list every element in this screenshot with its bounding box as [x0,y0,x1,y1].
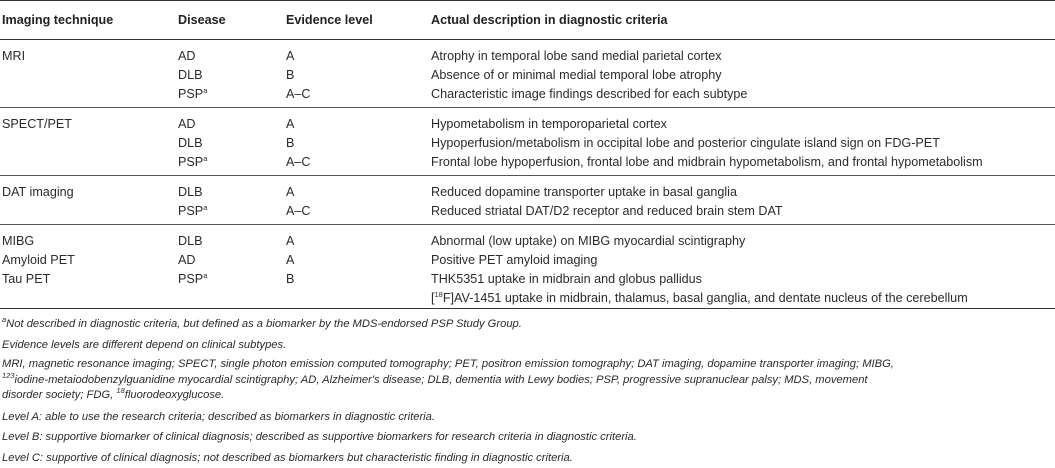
cell-disease: AD [178,40,286,67]
table-row [0,202,1055,225]
footnote-level-b: Level B: supportive biomarker of clinical diagnosis; described as supportive biomarkers for research criteria in diagnostic criteria. [2,427,1052,448]
cell-description: Hypoperfusion/metabolism in occipital lobe and posterior cingulate island sign on FDG-PET [431,134,1055,153]
footnote-level-c: Level C: supportive of clinical diagnosis; not described as biomarkers but characteristic finding in diagnostic criteria. [2,448,1052,468]
table-row [0,225,1055,252]
header-disease: Disease [178,1,286,40]
cell-level: B [286,66,431,85]
table-row [0,134,1055,153]
cell-level: A [286,40,431,67]
cell-disease: AD [178,251,286,270]
cell-description: Abnormal (low uptake) on MIBG myocardial scintigraphy [431,225,1055,252]
cell-level [286,289,431,309]
cell-level: A [286,251,431,270]
cell-technique: Tau PET [0,270,178,289]
cell-level: B [286,270,431,289]
table-row [0,153,1055,176]
cell-disease: PSP$^a$ [178,153,286,176]
footnote-level-a: Level A: able to use the research criteria; described as biomarkers in diagnostic criteria. [2,407,1052,428]
header-description: Actual description in diagnostic criteria [431,1,1055,40]
table-footnotes [2,314,1052,468]
cell-description: Characteristic image findings described for each subtype [431,85,1055,108]
cell-description: Hypometabolism in temporoparietal cortex [431,108,1055,135]
cell-technique: Amyloid PET [0,251,178,270]
cell-disease: PSP$^a$ [178,202,286,225]
cell-description: Atrophy in temporal lobe sand medial parietal cortex [431,40,1055,67]
cell-technique: DAT imaging [0,176,178,203]
header-imaging-technique: Imaging technique [0,1,178,40]
cell-disease: AD [178,108,286,135]
cell-disease: DLB [178,66,286,85]
cell-level: A [286,176,431,203]
cell-disease: DLB [178,176,286,203]
cell-description: Frontal lobe hypoperfusion, frontal lobe and midbrain hypometabolism, and frontal hypometabolism [431,153,1055,176]
cell-disease: PSP$^a$ [178,85,286,108]
table-row [0,66,1055,85]
footnote-a: $^a$Not described in diagnostic criteria, but defined as a biomarker by the MDS-endorsed PSP Study Group. [2,314,1052,335]
cell-description: Reduced striatal DAT/D2 receptor and reduced brain stem DAT [431,202,1055,225]
table-row [0,251,1055,270]
cell-level: B [286,134,431,153]
cell-disease: DLB [178,225,286,252]
cell-description: Reduced dopamine transporter uptake in basal ganglia [431,176,1055,203]
table-row [0,108,1055,135]
cell-level: A [286,108,431,135]
cell-level: A–C [286,85,431,108]
cell-technique: MIBG [0,225,178,252]
cell-technique: MRI [0,40,178,67]
table-row [0,176,1055,203]
footnote-evidence: Evidence levels are different depend on clinical subtypes. [2,335,1052,356]
cell-description: [$^{18}$F]AV-1451 uptake in midbrain, thalamus, basal ganglia, and dentate nucleus of the cerebellum [431,289,1055,309]
table-row [0,40,1055,67]
cell-description: THK5351 uptake in midbrain and globus pallidus [431,270,1055,289]
cell-disease: PSP$^a$ [178,270,286,289]
table-row [0,85,1055,108]
cell-level: A–C [286,202,431,225]
table-header-row [0,1,1055,40]
cell-description: Absence of or minimal medial temporal lobe atrophy [431,66,1055,85]
cell-technique: SPECT/PET [0,108,178,135]
cell-level: A [286,225,431,252]
cell-disease: DLB [178,134,286,153]
table-row [0,289,1055,309]
cell-level: A–C [286,153,431,176]
footnote-abbreviations: MRI, magnetic resonance imaging; SPECT, single photon emission computed tomography; PET, positron emission tomography; DAT imaging, dopamine transporter imaging; MIBG, $^{123}$iodine-metaiodobenzylguanidine myocardial scintigraphy; AD, Alzheimer's disease; DLB, dementia with Lewy bodies; PSP, progressive supranuclear palsy; MDS, movement disorder society; FDG, $^{18}$fluorodeoxyglucose. [2,357,1052,404]
cell-description: Positive PET amyloid imaging [431,251,1055,270]
table-row [0,270,1055,289]
header-evidence-level: Evidence level [286,1,431,40]
cell-disease [178,289,286,309]
